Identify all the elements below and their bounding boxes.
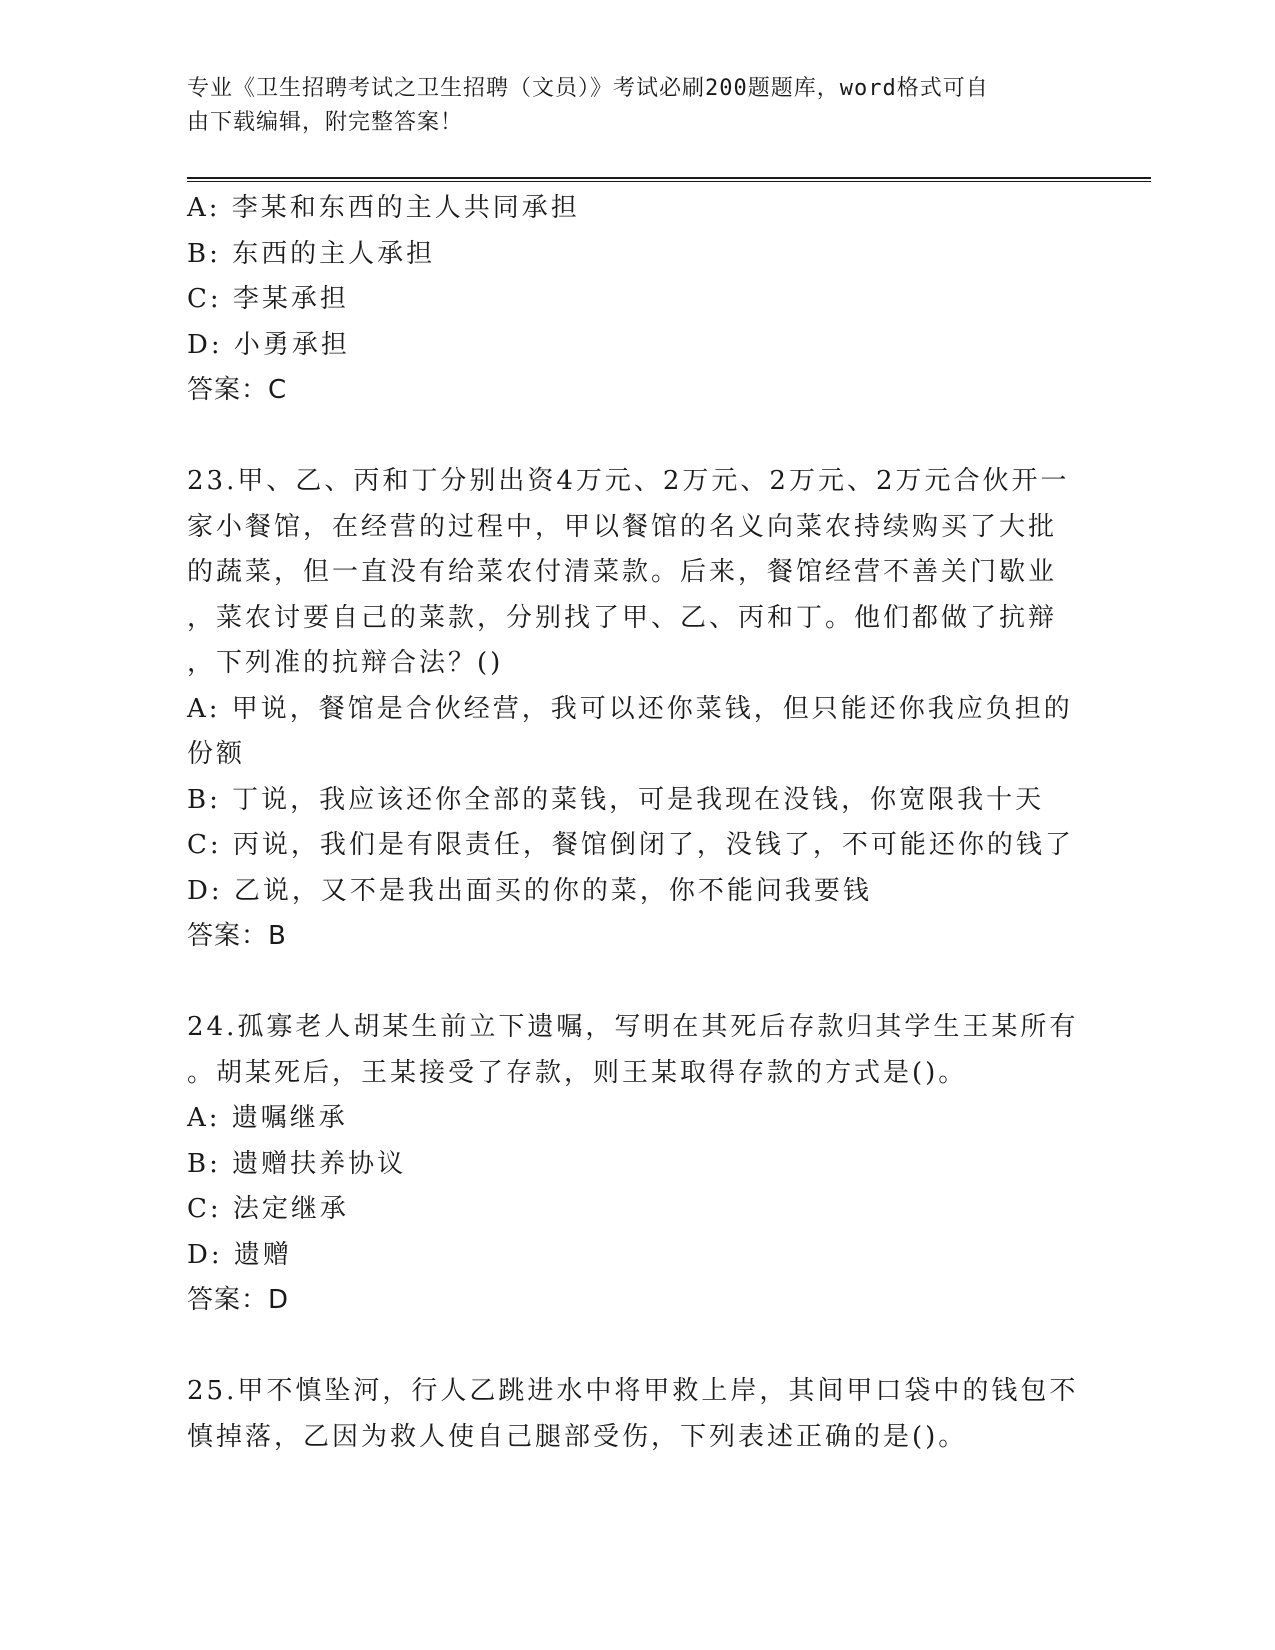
question-stem-line: ，下列准的抗辩合法？() bbox=[187, 648, 504, 678]
answer-line: 答案：C bbox=[187, 375, 288, 405]
spacer bbox=[187, 414, 1087, 460]
question-stem-line: 。胡某死后，王某接受了存款，则王某取得存款的方式是()。 bbox=[187, 1057, 968, 1088]
option-a: A: 李某和东西的主人共同承担 bbox=[187, 193, 580, 223]
question-stem-line: 家小餐馆，在经营的过程中，甲以餐馆的名义向菜农持续购买了大批 bbox=[187, 511, 1058, 542]
header-line-1: 专业《卫生招聘考试之卫生招聘（文员）》考试必刷200题题库，word格式可自 bbox=[187, 76, 989, 101]
option-a: A: 遗嘱继承 bbox=[187, 1103, 348, 1133]
option-a: A: 甲说，餐馆是合伙经营，我可以还你菜钱，但只能还你我应负担的 bbox=[187, 693, 1073, 724]
spacer bbox=[187, 1324, 1087, 1370]
option-b: B: 遗赠扶养协议 bbox=[187, 1148, 407, 1179]
answer-line: 答案：B bbox=[187, 921, 287, 951]
question-stem-line: ，菜农讨要自己的菜款，分别找了甲、乙、丙和丁。他们都做了抗辩 bbox=[187, 602, 1058, 633]
option-c: C: 丙说，我们是有限责任，餐馆倒闭了，没钱了，不可能还你的钱了 bbox=[187, 830, 1074, 860]
option-b: B: 丁说，我应该还你全部的菜钱，可是我现在没钱，你宽限我十天 bbox=[187, 784, 1045, 815]
question-stem-line: 的蔬菜，但一直没有给菜农付清菜款。后来，餐馆经营不善关门歇业 bbox=[187, 557, 1058, 587]
header-divider-thick bbox=[187, 177, 1151, 179]
answer-line: 答案：D bbox=[187, 1285, 290, 1315]
option-d: D: 乙说，又不是我出面买的你的菜，你不能问我要钱 bbox=[187, 875, 872, 906]
question-stem-line: 23.甲、乙、丙和丁分别出资4万元、2万元、2万元、2万元合伙开一 bbox=[187, 466, 1070, 496]
document-header bbox=[187, 72, 1067, 140]
spacer bbox=[187, 960, 1087, 1006]
question-content bbox=[187, 186, 1087, 1460]
question-24 bbox=[187, 1005, 1087, 1324]
question-25 bbox=[187, 1369, 1087, 1460]
question-stem-line: 25.甲不慎坠河，行人乙跳进水中将甲救上岸，其间甲口袋中的钱包不 bbox=[187, 1376, 1079, 1406]
header-divider-thin bbox=[187, 181, 1151, 182]
option-b: B: 东西的主人承担 bbox=[187, 238, 436, 269]
option-d: D: 遗赠 bbox=[187, 1239, 292, 1270]
option-c: C: 法定继承 bbox=[187, 1194, 349, 1224]
question-stem-line: 24.孤寡老人胡某生前立下遗嘱，写明在其死后存款归其学生王某所有 bbox=[187, 1012, 1079, 1042]
option-a-continued: 份额 bbox=[187, 739, 246, 769]
option-c: C: 李某承担 bbox=[187, 284, 349, 314]
question-stem-line: 慎掉落，乙因为救人使自己腿部受伤，下列表述正确的是()。 bbox=[187, 1421, 968, 1452]
option-d: D: 小勇承担 bbox=[187, 329, 350, 360]
header-line-2: 由下载编辑，附完整答案！ bbox=[187, 110, 464, 135]
question-23 bbox=[187, 459, 1087, 960]
question-22 bbox=[187, 186, 1087, 414]
